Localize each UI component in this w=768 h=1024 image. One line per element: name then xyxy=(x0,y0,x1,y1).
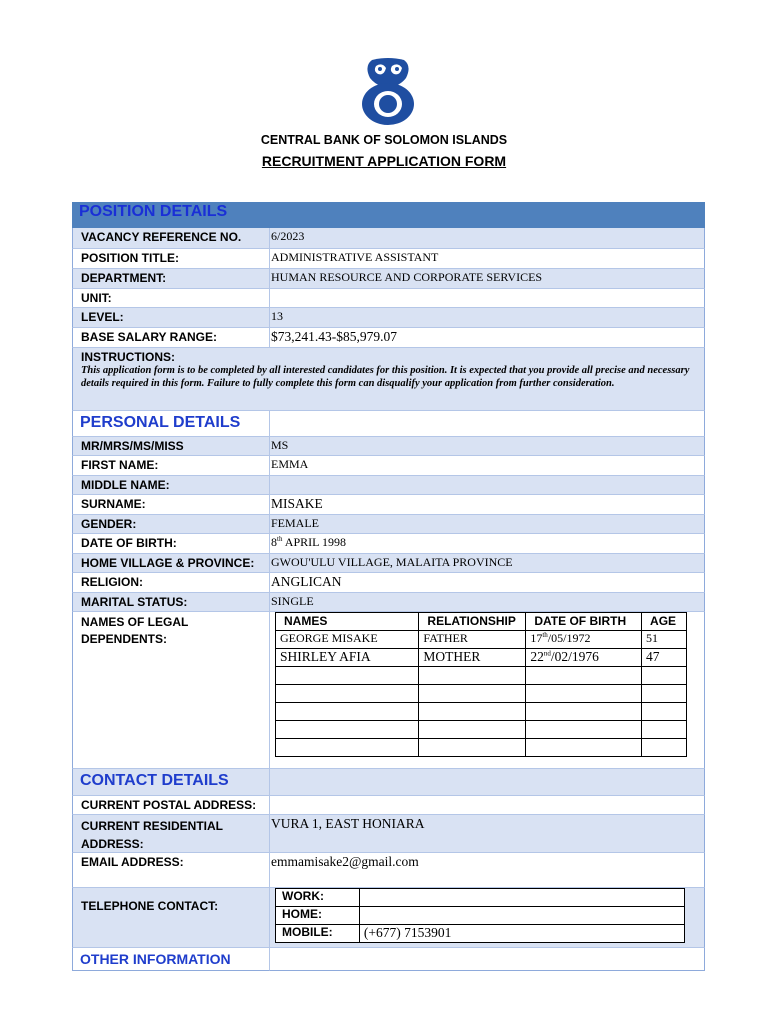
field-row-religion xyxy=(72,573,705,593)
col-header-age: AGE xyxy=(642,613,687,631)
empty-cell[interactable] xyxy=(526,685,642,703)
empty-cell[interactable] xyxy=(419,721,526,739)
position-details-heading: POSITION DETAILS xyxy=(79,203,228,220)
col-header-names: NAMES xyxy=(276,613,419,631)
dependent-age[interactable]: 47 xyxy=(642,649,687,667)
field-row-home-village xyxy=(72,554,705,573)
table-row xyxy=(276,739,687,757)
field-row-marital-status xyxy=(72,593,705,612)
empty-cell[interactable] xyxy=(642,721,687,739)
field-row-department xyxy=(72,269,705,289)
empty-cell[interactable] xyxy=(419,739,526,757)
field-label: GENDER: xyxy=(72,515,270,534)
dependent-age[interactable]: 51 xyxy=(642,631,687,649)
empty-cell[interactable] xyxy=(276,703,419,721)
field-label: MARITAL STATUS: xyxy=(72,593,270,612)
empty-cell xyxy=(270,948,705,971)
other-information-header-row xyxy=(72,948,705,971)
table-row xyxy=(276,667,687,685)
field-label: BASE SALARY RANGE: xyxy=(72,328,270,348)
dependents-label: NAMES OF LEGAL DEPENDENTS: xyxy=(72,612,270,769)
field-row-postal-address xyxy=(72,796,705,815)
position-details-bar xyxy=(72,202,705,228)
dependents-header-row xyxy=(276,613,687,631)
dependent-dob[interactable]: 17th/05/1972 xyxy=(526,631,642,649)
field-label: DEPARTMENT: xyxy=(72,269,270,289)
field-row-title xyxy=(72,437,705,456)
telephone-table xyxy=(275,888,685,943)
other-information-heading: OTHER INFORMATION xyxy=(72,948,270,971)
table-row xyxy=(276,703,687,721)
empty-cell[interactable] xyxy=(419,703,526,721)
dependent-name[interactable]: SHIRLEY AFIA xyxy=(276,649,419,667)
table-row xyxy=(276,925,685,943)
field-row-position-title xyxy=(72,249,705,269)
level-field[interactable]: 13 xyxy=(270,308,705,328)
col-header-relationship: RELATIONSHIP xyxy=(419,613,526,631)
dependent-relationship[interactable]: MOTHER xyxy=(419,649,526,667)
field-label: UNIT: xyxy=(72,289,270,308)
field-label: LEVEL: xyxy=(72,308,270,328)
table-row xyxy=(276,685,687,703)
field-label: POSITION TITLE: xyxy=(72,249,270,269)
dependent-relationship[interactable]: FATHER xyxy=(419,631,526,649)
department-field[interactable]: HUMAN RESOURCE AND CORPORATE SERVICES xyxy=(270,269,705,289)
dependents-table xyxy=(275,612,687,757)
field-label: MR/MRS/MS/MISS xyxy=(72,437,270,456)
table-row xyxy=(276,649,687,667)
field-label: DATE OF BIRTH: xyxy=(72,534,270,554)
field-label: EMAIL ADDRESS: xyxy=(72,853,270,888)
dependents-row xyxy=(72,612,705,769)
form-title: RECRUITMENT APPLICATION FORM xyxy=(261,153,507,169)
empty-cell[interactable] xyxy=(276,739,419,757)
unit-field[interactable] xyxy=(270,289,705,308)
field-row-email xyxy=(72,853,705,888)
field-row-gender xyxy=(72,515,705,534)
salary-range-field[interactable]: $73,241.43-$85,979.07 xyxy=(270,328,705,348)
dependents-cell xyxy=(270,612,705,769)
telephone-cell xyxy=(270,888,705,948)
field-label: MIDDLE NAME: xyxy=(72,476,270,495)
postal-address-field[interactable] xyxy=(270,796,705,815)
gender-field[interactable]: FEMALE xyxy=(270,515,705,534)
phone-work-label: WORK: xyxy=(276,889,360,907)
phone-mobile-label: MOBILE: xyxy=(276,925,360,943)
field-row-level xyxy=(72,308,705,328)
contact-details-heading: CONTACT DETAILS xyxy=(72,769,270,796)
phone-home-label: HOME: xyxy=(276,907,360,925)
contact-details-header-row xyxy=(72,769,705,796)
empty-cell[interactable] xyxy=(419,667,526,685)
field-row-telephone xyxy=(72,888,705,948)
religion-field[interactable]: ANGLICAN xyxy=(270,573,705,593)
field-row-salary xyxy=(72,328,705,348)
field-label: CURRENT RESIDENTIAL ADDRESS: xyxy=(72,815,270,853)
empty-cell[interactable] xyxy=(642,685,687,703)
first-name-field[interactable]: EMMA xyxy=(270,456,705,476)
instructions-text: This application form is to be completed by all interested candidates for this position. It is expected that you provide all precise and necessary details required in this form. Failure to fully complete this form can disqualify your application from further consideration. xyxy=(81,365,690,389)
col-header-dob: DATE OF BIRTH xyxy=(526,613,642,631)
empty-cell[interactable] xyxy=(419,685,526,703)
empty-cell[interactable] xyxy=(526,667,642,685)
empty-cell[interactable] xyxy=(642,739,687,757)
empty-cell[interactable] xyxy=(276,667,419,685)
table-row xyxy=(276,907,685,925)
vacancy-ref-field[interactable]: 6/2023 xyxy=(270,228,705,249)
personal-details-heading: PERSONAL DETAILS xyxy=(72,411,270,437)
table-row xyxy=(276,721,687,739)
field-label: VACANCY REFERENCE NO. xyxy=(72,228,270,249)
dependent-name[interactable]: GEORGE MISAKE xyxy=(276,631,419,649)
field-label: FIRST NAME: xyxy=(72,456,270,476)
field-row-vacancy-ref xyxy=(72,228,705,249)
marital-status-field[interactable]: SINGLE xyxy=(270,593,705,612)
phone-work-field[interactable] xyxy=(359,889,684,907)
surname-field[interactable]: MISAKE xyxy=(270,495,705,515)
application-form xyxy=(72,202,705,970)
empty-cell[interactable] xyxy=(276,721,419,739)
field-row-unit xyxy=(72,289,705,308)
date-of-birth-field[interactable]: 8th APRIL 1998 xyxy=(270,534,705,554)
table-row xyxy=(276,631,687,649)
empty-cell[interactable] xyxy=(642,703,687,721)
home-village-field[interactable]: GWOU'ULU VILLAGE, MALAITA PROVINCE xyxy=(270,554,705,573)
field-row-first-name xyxy=(72,456,705,476)
phone-home-field[interactable] xyxy=(359,907,684,925)
personal-details-header-row xyxy=(72,411,705,437)
middle-name-field[interactable] xyxy=(270,476,705,495)
empty-cell xyxy=(270,411,705,437)
phone-mobile-field[interactable]: (+677) 7153901 xyxy=(359,925,684,943)
cbsi-logo xyxy=(358,56,418,126)
email-field[interactable]: emmamisake2@gmail.com xyxy=(270,853,705,888)
field-row-residential-address xyxy=(72,815,705,853)
field-label: CURRENT POSTAL ADDRESS: xyxy=(72,796,270,815)
field-row-surname xyxy=(72,495,705,515)
empty-cell[interactable] xyxy=(526,721,642,739)
empty-cell[interactable] xyxy=(276,685,419,703)
field-label: RELIGION: xyxy=(72,573,270,593)
empty-cell xyxy=(270,769,705,796)
dependent-dob[interactable]: 22nd/02/1976 xyxy=(526,649,642,667)
position-title-field[interactable]: ADMINISTRATIVE ASSISTANT xyxy=(270,249,705,269)
field-label: SURNAME: xyxy=(72,495,270,515)
instructions-box xyxy=(72,348,705,411)
field-label: HOME VILLAGE & PROVINCE: xyxy=(72,554,270,573)
empty-cell[interactable] xyxy=(526,739,642,757)
organization-name: CENTRAL BANK OF SOLOMON ISLANDS xyxy=(260,133,508,147)
instructions-label: INSTRUCTIONS: xyxy=(81,350,175,364)
field-label: TELEPHONE CONTACT: xyxy=(72,888,270,948)
field-row-middle-name xyxy=(72,476,705,495)
empty-cell[interactable] xyxy=(526,703,642,721)
empty-cell[interactable] xyxy=(642,667,687,685)
field-row-dob xyxy=(72,534,705,554)
residential-address-field[interactable]: VURA 1, EAST HONIARA xyxy=(270,815,705,853)
title-field[interactable]: MS xyxy=(270,437,705,456)
table-row xyxy=(276,889,685,907)
